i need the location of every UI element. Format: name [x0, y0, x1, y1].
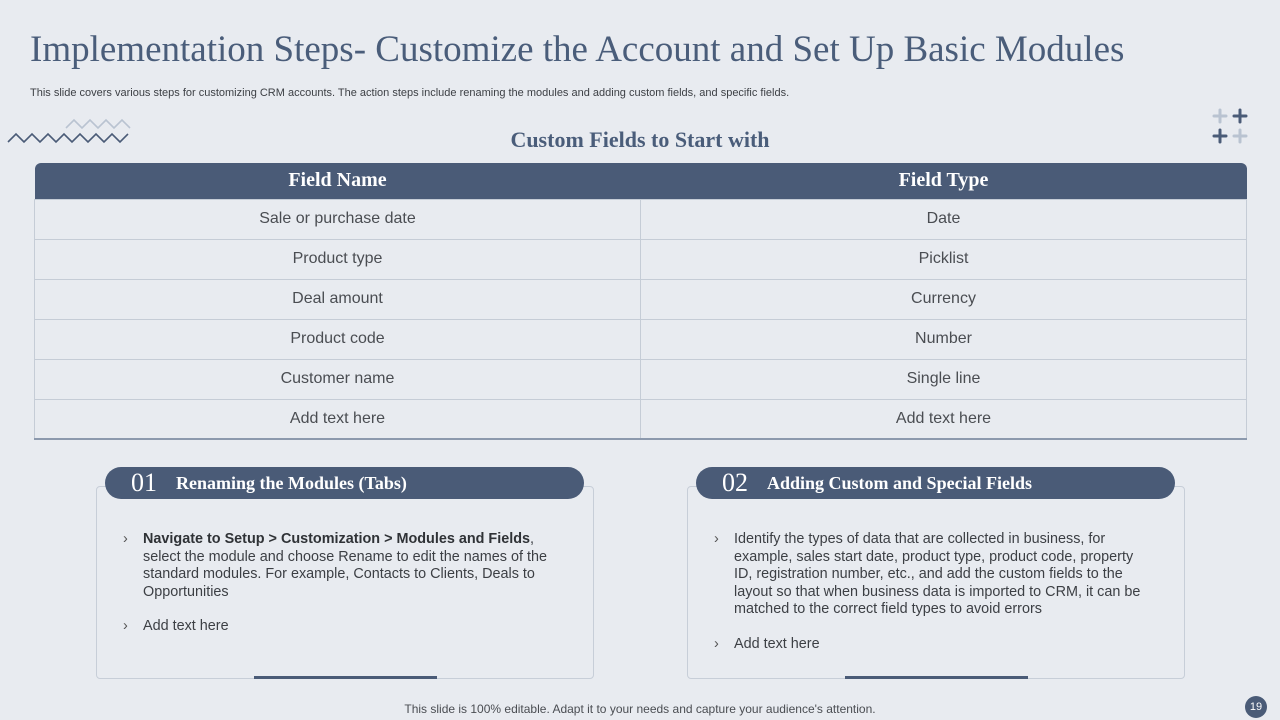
- table-header-field-type: Field Type: [641, 163, 1247, 199]
- chevron-right-icon: ›: [714, 531, 719, 547]
- table-cell: Date: [641, 199, 1247, 239]
- custom-fields-table: [34, 163, 1247, 440]
- chevron-right-icon: ›: [714, 635, 719, 652]
- bullet-bold-text: Navigate to Setup > Customization > Modules and Fields: [143, 531, 531, 547]
- card-header-custom-fields: [696, 467, 1175, 499]
- bullet-text: Add text here: [143, 618, 229, 634]
- chevron-right-icon: ›: [123, 531, 128, 547]
- chevron-right-icon: ›: [123, 618, 128, 634]
- slide-title: Implementation Steps- Customize the Account and Set Up Basic Modules: [30, 29, 1125, 70]
- bullet-text: , select the module and choose Rename to edit the names of the standard modules. For example, Contacts to Clients, Deals to Opportunities: [143, 531, 547, 600]
- list-item: [714, 531, 1154, 619]
- table-cell: Product code: [35, 319, 641, 359]
- card-renaming-modules: [96, 486, 594, 679]
- table-row: [35, 279, 1247, 319]
- table-header-field-name: Field Name: [35, 163, 641, 199]
- table-cell: Currency: [641, 279, 1247, 319]
- table-cell: Sale or purchase date: [35, 199, 641, 239]
- card-header-renaming: [105, 467, 584, 499]
- bullet-text: Add text here: [734, 635, 820, 652]
- card-custom-fields: [687, 486, 1185, 679]
- table-cell: Deal amount: [35, 279, 641, 319]
- table-row: [35, 239, 1247, 279]
- table-cell: Add text here: [35, 399, 641, 439]
- bullet-text: Identify the types of data that are collected in business, for example, sales start date, product type, product code, property ID, registration number, etc., and add the custom fields to the layout so that when business data is imported to CRM, it can be matched to the correct field types to avoid errors: [734, 531, 1141, 617]
- table-row: [35, 319, 1247, 359]
- table-cell: Add text here: [641, 399, 1247, 439]
- list-item: [714, 636, 1154, 654]
- card-underline: [845, 676, 1028, 679]
- section-title: Custom Fields to Start with: [510, 127, 770, 152]
- card-underline: [254, 676, 437, 679]
- card-heading: Renaming the Modules (Tabs): [176, 472, 407, 493]
- table-cell: Picklist: [641, 239, 1247, 279]
- card-heading: Adding Custom and Special Fields: [767, 472, 1033, 493]
- list-item: [123, 531, 563, 601]
- table-cell: Customer name: [35, 359, 641, 399]
- table-row: [35, 359, 1247, 399]
- card-number: 02: [722, 468, 748, 497]
- slide-subtitle: This slide covers various steps for customizing CRM accounts. The action steps include renaming the modules and adding custom fields, and specific fields.: [30, 87, 790, 99]
- table-row: [35, 199, 1247, 239]
- table-cell: Single line: [641, 359, 1247, 399]
- page-number-badge: 19: [1245, 696, 1267, 718]
- list-item: [123, 618, 563, 636]
- table-cell: Number: [641, 319, 1247, 359]
- footer-note: This slide is 100% editable. Adapt it to your needs and capture your audience's attention.: [404, 702, 876, 716]
- card-number: 01: [131, 468, 157, 497]
- table-cell: Product type: [35, 239, 641, 279]
- table-row: [35, 399, 1247, 439]
